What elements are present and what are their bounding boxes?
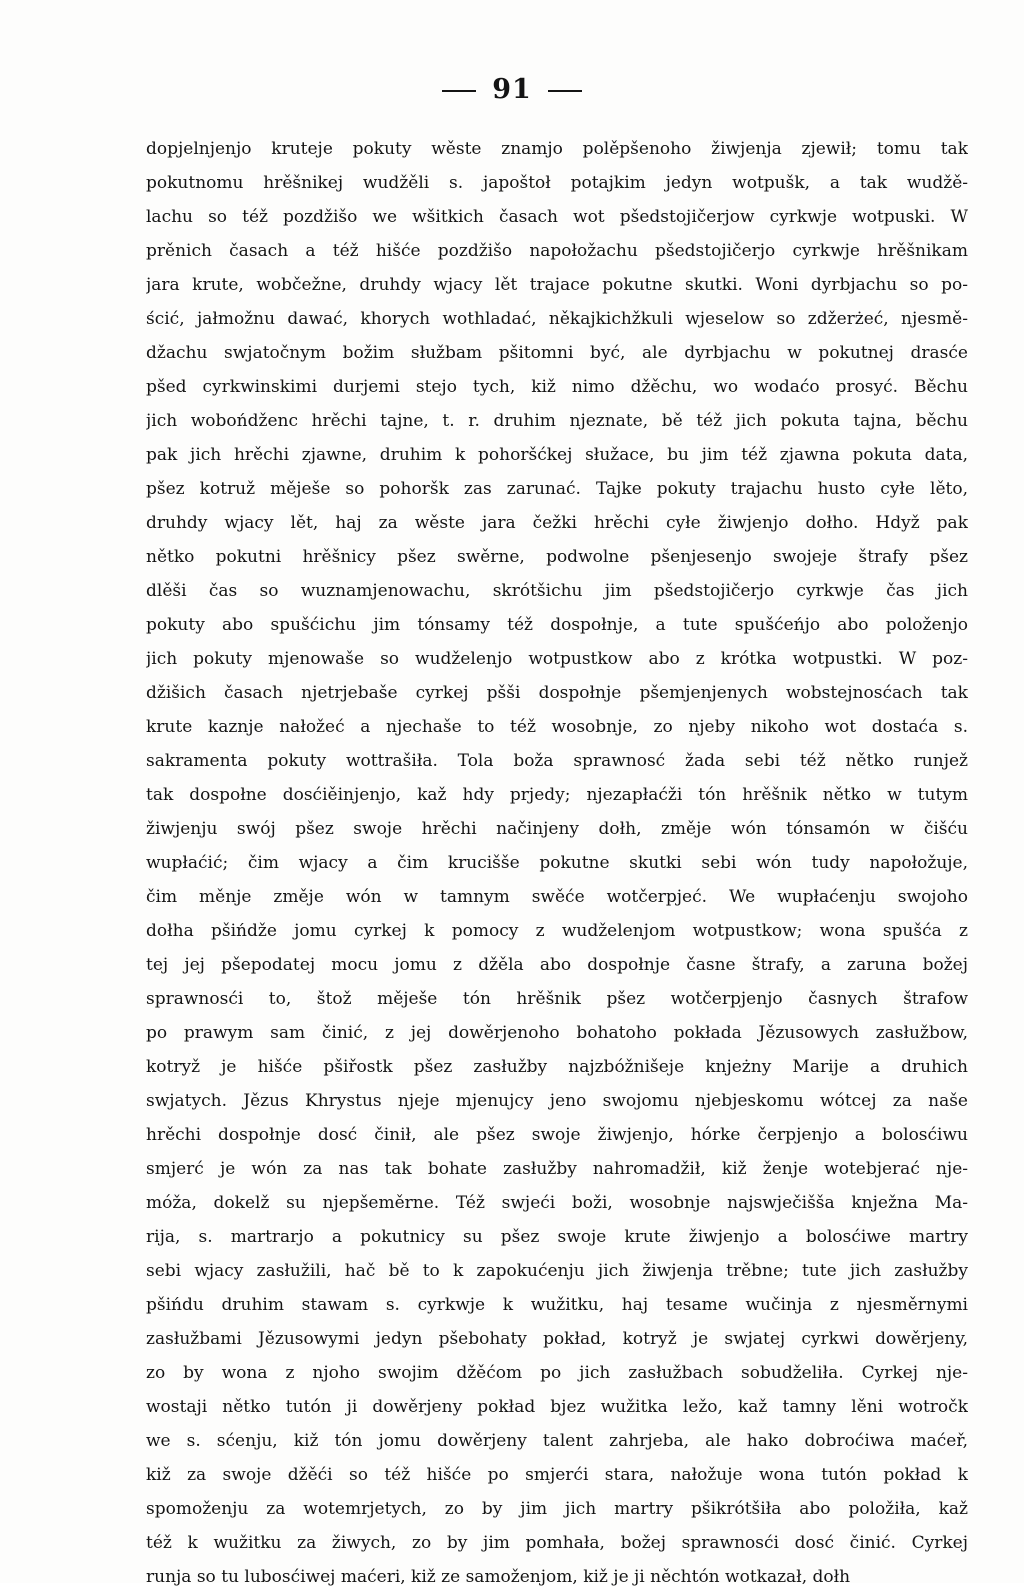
text-line: pšińdu druhim stawam s. cyrkwje k wužitku, haj tesame wučinja z njesměrnymi <box>146 1295 968 1315</box>
text-line: též k wužitku za žiwych, zo by jim pomhała, božej sprawnosći dosć činić. Cyrkej <box>146 1533 968 1553</box>
text-line: rija, s. martrarjo a pokutnicy su pšez swoje krute žiwjenjo a bolosćiwe martry <box>146 1227 968 1247</box>
text-line: tak dospołne dosćiěinjenjo, kaž hdy prjedy; njezapłaćži tón hrěšnik nětko w tutym <box>146 785 968 805</box>
text-line: swjatych. Jězus Khrystus njeje mjenujcy jeno swojomu njebjeskomu wótcej za naše <box>146 1091 968 1111</box>
text-line: druhdy wjacy lět, haj za wěste jara čežki hrěchi cyłe žiwjenjo dołho. Hdyž pak <box>146 513 968 533</box>
text-line: sebi wjacy zasłužili, hač bě to k zapokućenju jich žiwjenja trěbne; tute jich zasłužby <box>146 1261 968 1281</box>
text-line: hrěchi dospołnje dosć činił, ale pšez swoje žiwjenjo, hórke čerpjenjo a bolosćiwu <box>146 1125 968 1145</box>
text-line: dlěši čas so wuznamjenowachu, skrótšichu jim pšedstojičerjo cyrkwje čas jich <box>146 581 968 601</box>
right-dash <box>548 90 582 92</box>
text-line: kotryž je hišće pšiřostk pšez zasłužby najzbóžnišeje knjeżny Marije a druhich <box>146 1057 968 1077</box>
page-number-header <box>0 74 1024 105</box>
text-line: tej jej pšepodatej mocu jomu z džěla abo dospołnje časne štrafy, a zaruna božej <box>146 955 968 975</box>
text-line: wupłaćić; čim wjacy a čim krucišše pokutne skutki sebi wón tudy napołožuje, <box>146 853 968 873</box>
text-line: po prawym sam činić, z jej dowěrjenoho bohatoho pokłada Jězusowych zasłužbow, <box>146 1023 968 1043</box>
text-line: pokuty abo spušćichu jim tónsamy též dospołnje, a tute spušćeńjo abo položenjo <box>146 615 968 635</box>
text-line: dołha pšińdže jomu cyrkej k pomocy z wudželenjom wotpustkow; wona spušća z <box>146 921 968 941</box>
text-line: wostaji nětko tutón ji dowěrjeny pokład bjez wužitka ležo, kaž tamny lěni wotročk <box>146 1397 968 1417</box>
text-line: žiwjenju swój pšez swoje hrěchi načinjeny dołh, změje wón tónsamón w čišću <box>146 819 968 839</box>
text-line: zo by wona z njoho swojim džěćom po jich zasłužbach sobudželiła. Cyrkej nje- <box>146 1363 968 1383</box>
text-line: lachu so též pozdžišo we wšitkich časach wot pšedstojičerjow cyrkwje wotpuski. W <box>146 207 968 227</box>
text-line: sprawnosći to, štož měješe tón hrěšnik pšez wotčerpjenjo časnych štrafow <box>146 989 968 1009</box>
text-line: dopjelnjenjo kruteje pokuty wěste znamjo polěpšenoho žiwjenja zjewił; tomu tak <box>146 139 968 159</box>
text-line: móža, dokelž su njepšeměrne. Též swjeći boži, wosobnje najswječišša knježna Ma- <box>146 1193 968 1213</box>
text-line: džišich časach njetrjebaše cyrkej pšši dospołnje pšemjenjenych wobstejnosćach tak <box>146 683 968 703</box>
text-line: nětko pokutni hrěšnicy pšez swěrne, podwolne pšenjesenjo swojeje štrafy pšez <box>146 547 968 567</box>
text-line: prěnich časach a též hišće pozdžišo napołožachu pšedstojičerjo cyrkwje hrěšnikam <box>146 241 968 261</box>
text-line: jich pokuty mjenowaše so wudželenjo wotpustkow abo z krótka wotpustki. W poz- <box>146 649 968 669</box>
text-line: pšed cyrkwinskimi durjemi stejo tych, kiž nimo džěchu, wo wodaćo prosyć. Běchu <box>146 377 968 397</box>
text-line: pak jich hrěchi zjawne, druhim k pohoršćkej słužace, bu jim též zjawna pokuta data, <box>146 445 968 465</box>
text-line: spomoženju za wotemrjetych, zo by jim jich martry pšikrótšiła abo položiła, kaž <box>146 1499 968 1519</box>
text-line: zasłužbami Jězusowymi jedyn pšebohaty pokład, kotryž je swjatej cyrkwi dowěrjeny, <box>146 1329 968 1349</box>
text-line: jich wobońdženc hrěchi tajne, t. r. druhim njeznate, bě též jich pokuta tajna, běchu <box>146 411 968 431</box>
left-dash <box>442 90 476 92</box>
text-line: jara krute, wobčežne, druhdy wjacy lět trajace pokutne skutki. Woni dyrbjachu so po- <box>146 275 968 295</box>
text-line: runja so tu lubosćiwej maćeri, kiž ze samoženjom, kiž je ji něchtón wotkazał, dołh <box>146 1567 851 1587</box>
text-line: ścić, jałmožnu dawać, khorych wothladać, někajkichžkuli wjeselow so zdžerżeć, njesmě- <box>146 309 968 329</box>
text-line: krute kaznje nałožeć a njechaše to též wosobnje, zo njeby nikoho wot dostaća s. <box>146 717 968 737</box>
body-text <box>146 132 968 1594</box>
text-line: pšez kotruž měješe so pohoršk zas zarunać. Tajke pokuty trajachu husto cyłe lěto, <box>146 479 968 499</box>
text-line: čim měnje změje wón w tamnym swěće wotčerpjeć. We wupłaćenju swojoho <box>146 887 968 907</box>
text-line: džachu swjatočnym božim słužbam pšitomni być, ale dyrbjachu w pokutnej drasće <box>146 343 968 363</box>
text-line: smjerć je wón za nas tak bohate zasłužby nahromadžił, kiž ženje wotebjerać nje- <box>146 1159 968 1179</box>
text-line: kiž za swoje džěći so též hišće po smjerći stara, nałožuje wona tutón pokład k <box>146 1465 968 1485</box>
text-line: we s. sćenju, kiž tón jomu dowěrjeny talent zahrjeba, ale hako dobroćiwa maćeř, <box>146 1431 968 1451</box>
text-line: pokutnomu hrěšnikej wudžěli s. japoštoł potajkim jedyn wotpušk, a tak wudžě- <box>146 173 968 193</box>
page-number: 91 <box>492 74 532 105</box>
text-line: sakramenta pokuty wottrašiła. Tola boža sprawnosć žada sebi též nětko runjež <box>146 751 968 771</box>
